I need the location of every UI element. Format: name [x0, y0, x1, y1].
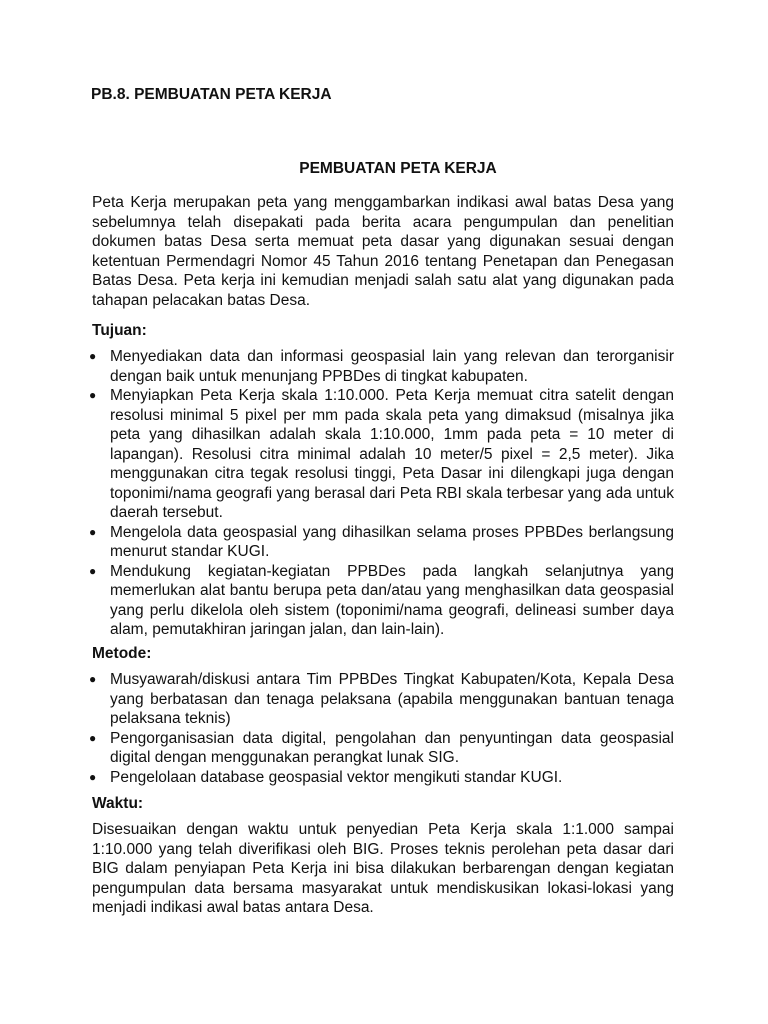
- bullet-icon: ●: [89, 769, 97, 784]
- tujuan-item-text: Menyiapkan Peta Kerja skala 1:10.000. Peta Kerja memuat citra satelit dengan resolusi minimal 5 pixel per mm pada skala peta yang dimaksud (misalnya jika peta yang dihasilkan adalah skala 1:10.000, 1mm pada peta = 10 meter di lapangan). Resolusi citra minimal adalah 10 meter/5 pixel = 2,5 meter). Jika menggunakan citra tegak resolusi tinggi, Peta Dasar ini dilengkapi juga dengan toponimi/nama geografi yang berasal dari Peta RBI skala terbesar yang ada untuk daerah tersebut.: [110, 387, 674, 521]
- tujuan-heading: Tujuan:: [92, 322, 147, 339]
- bullet-icon: ●: [89, 524, 97, 539]
- bullet-icon: ●: [89, 730, 97, 745]
- tujuan-list: [89, 347, 674, 640]
- tujuan-item-text: Menyediakan data dan informasi geospasial lain yang relevan dan terorganisir dengan baik untuk menunjang PPBDes di tingkat kabupaten.: [110, 348, 674, 385]
- metode-list: [89, 670, 674, 787]
- metode-item-text: Pengorganisasian data digital, pengolahan dan penyuntingan data geospasial digital dengan menggunakan perangkat lunak SIG.: [110, 729, 674, 766]
- waktu-paragraph: Disesuaikan dengan waktu untuk penyedian Peta Kerja skala 1:1.000 sampai 1:10.000 yang telah diverifikasi oleh BIG. Proses teknis perolehan peta dasar dari BIG dalam penyiapan Peta Kerja ini bisa dilakukan berbarengan dengan kegiatan pengumpulan data bersama masyarakat untuk mendiskusikan lokasi-lokasi yang menjadi indikasi awal batas antara Desa.: [92, 821, 674, 916]
- metode-item-1: [89, 670, 674, 729]
- intro-paragraph-block: [92, 193, 674, 310]
- tujuan-item-2: [89, 386, 674, 523]
- bullet-icon: ●: [89, 349, 97, 363]
- metode-item-3: [89, 768, 674, 788]
- tujuan-item-1: [89, 347, 674, 386]
- metode-item-text: Musyawarah/diskusi antara Tim PPBDes Tingkat Kabupaten/Kota, Kepala Desa yang berbatasan dan tenaga pelaksana (apabila menggunakan bantuan tenaga pelaksana teknis): [110, 671, 674, 727]
- intro-paragraph: Peta Kerja merupakan peta yang menggambarkan indikasi awal batas Desa yang sebelumnya telah disepakati pada berita acara pengumpulan dan penelitian dokumen batas Desa serta memuat peta dasar yang digunakan sesuai dengan ketentuan Permendagri Nomor 45 Tahun 2016 tentang Penetapan dan Penegasan Batas Desa. Peta kerja ini kemudian menjadi salah satu alat yang digunakan pada tahapan pelacakan batas Desa.: [92, 194, 674, 309]
- tujuan-item-3: [89, 523, 674, 562]
- tujuan-item-text: Mendukung kegiatan-kegiatan PPBDes pada langkah selanjutnya yang memerlukan alat bantu berupa peta dan/atau yang menghasilkan data geospasial yang perlu dikelola oleh sistem (toponimi/nama geografi, delineasi sumber daya alam, pemutakhiran jaringan jalan, dan lain-lain).: [110, 562, 674, 638]
- bullet-icon: ●: [89, 672, 97, 686]
- tujuan-item-text: Mengelola data geospasial yang dihasilkan selama proses PPBDes berlangsung menurut standar KUGI.: [110, 523, 674, 560]
- metode-item-2: [89, 729, 674, 768]
- document-title: PEMBUATAN PETA KERJA: [299, 160, 497, 177]
- bullet-icon: ●: [89, 563, 97, 578]
- metode-heading: Metode:: [92, 645, 152, 662]
- bullet-icon: ●: [89, 388, 97, 402]
- document-code-heading: PB.8. PEMBUATAN PETA KERJA: [91, 86, 332, 103]
- tujuan-item-4: [89, 562, 674, 640]
- waktu-paragraph-block: [92, 820, 674, 918]
- metode-item-text: Pengelolaan database geospasial vektor mengikuti standar KUGI.: [110, 768, 563, 786]
- waktu-heading: Waktu:: [92, 795, 144, 812]
